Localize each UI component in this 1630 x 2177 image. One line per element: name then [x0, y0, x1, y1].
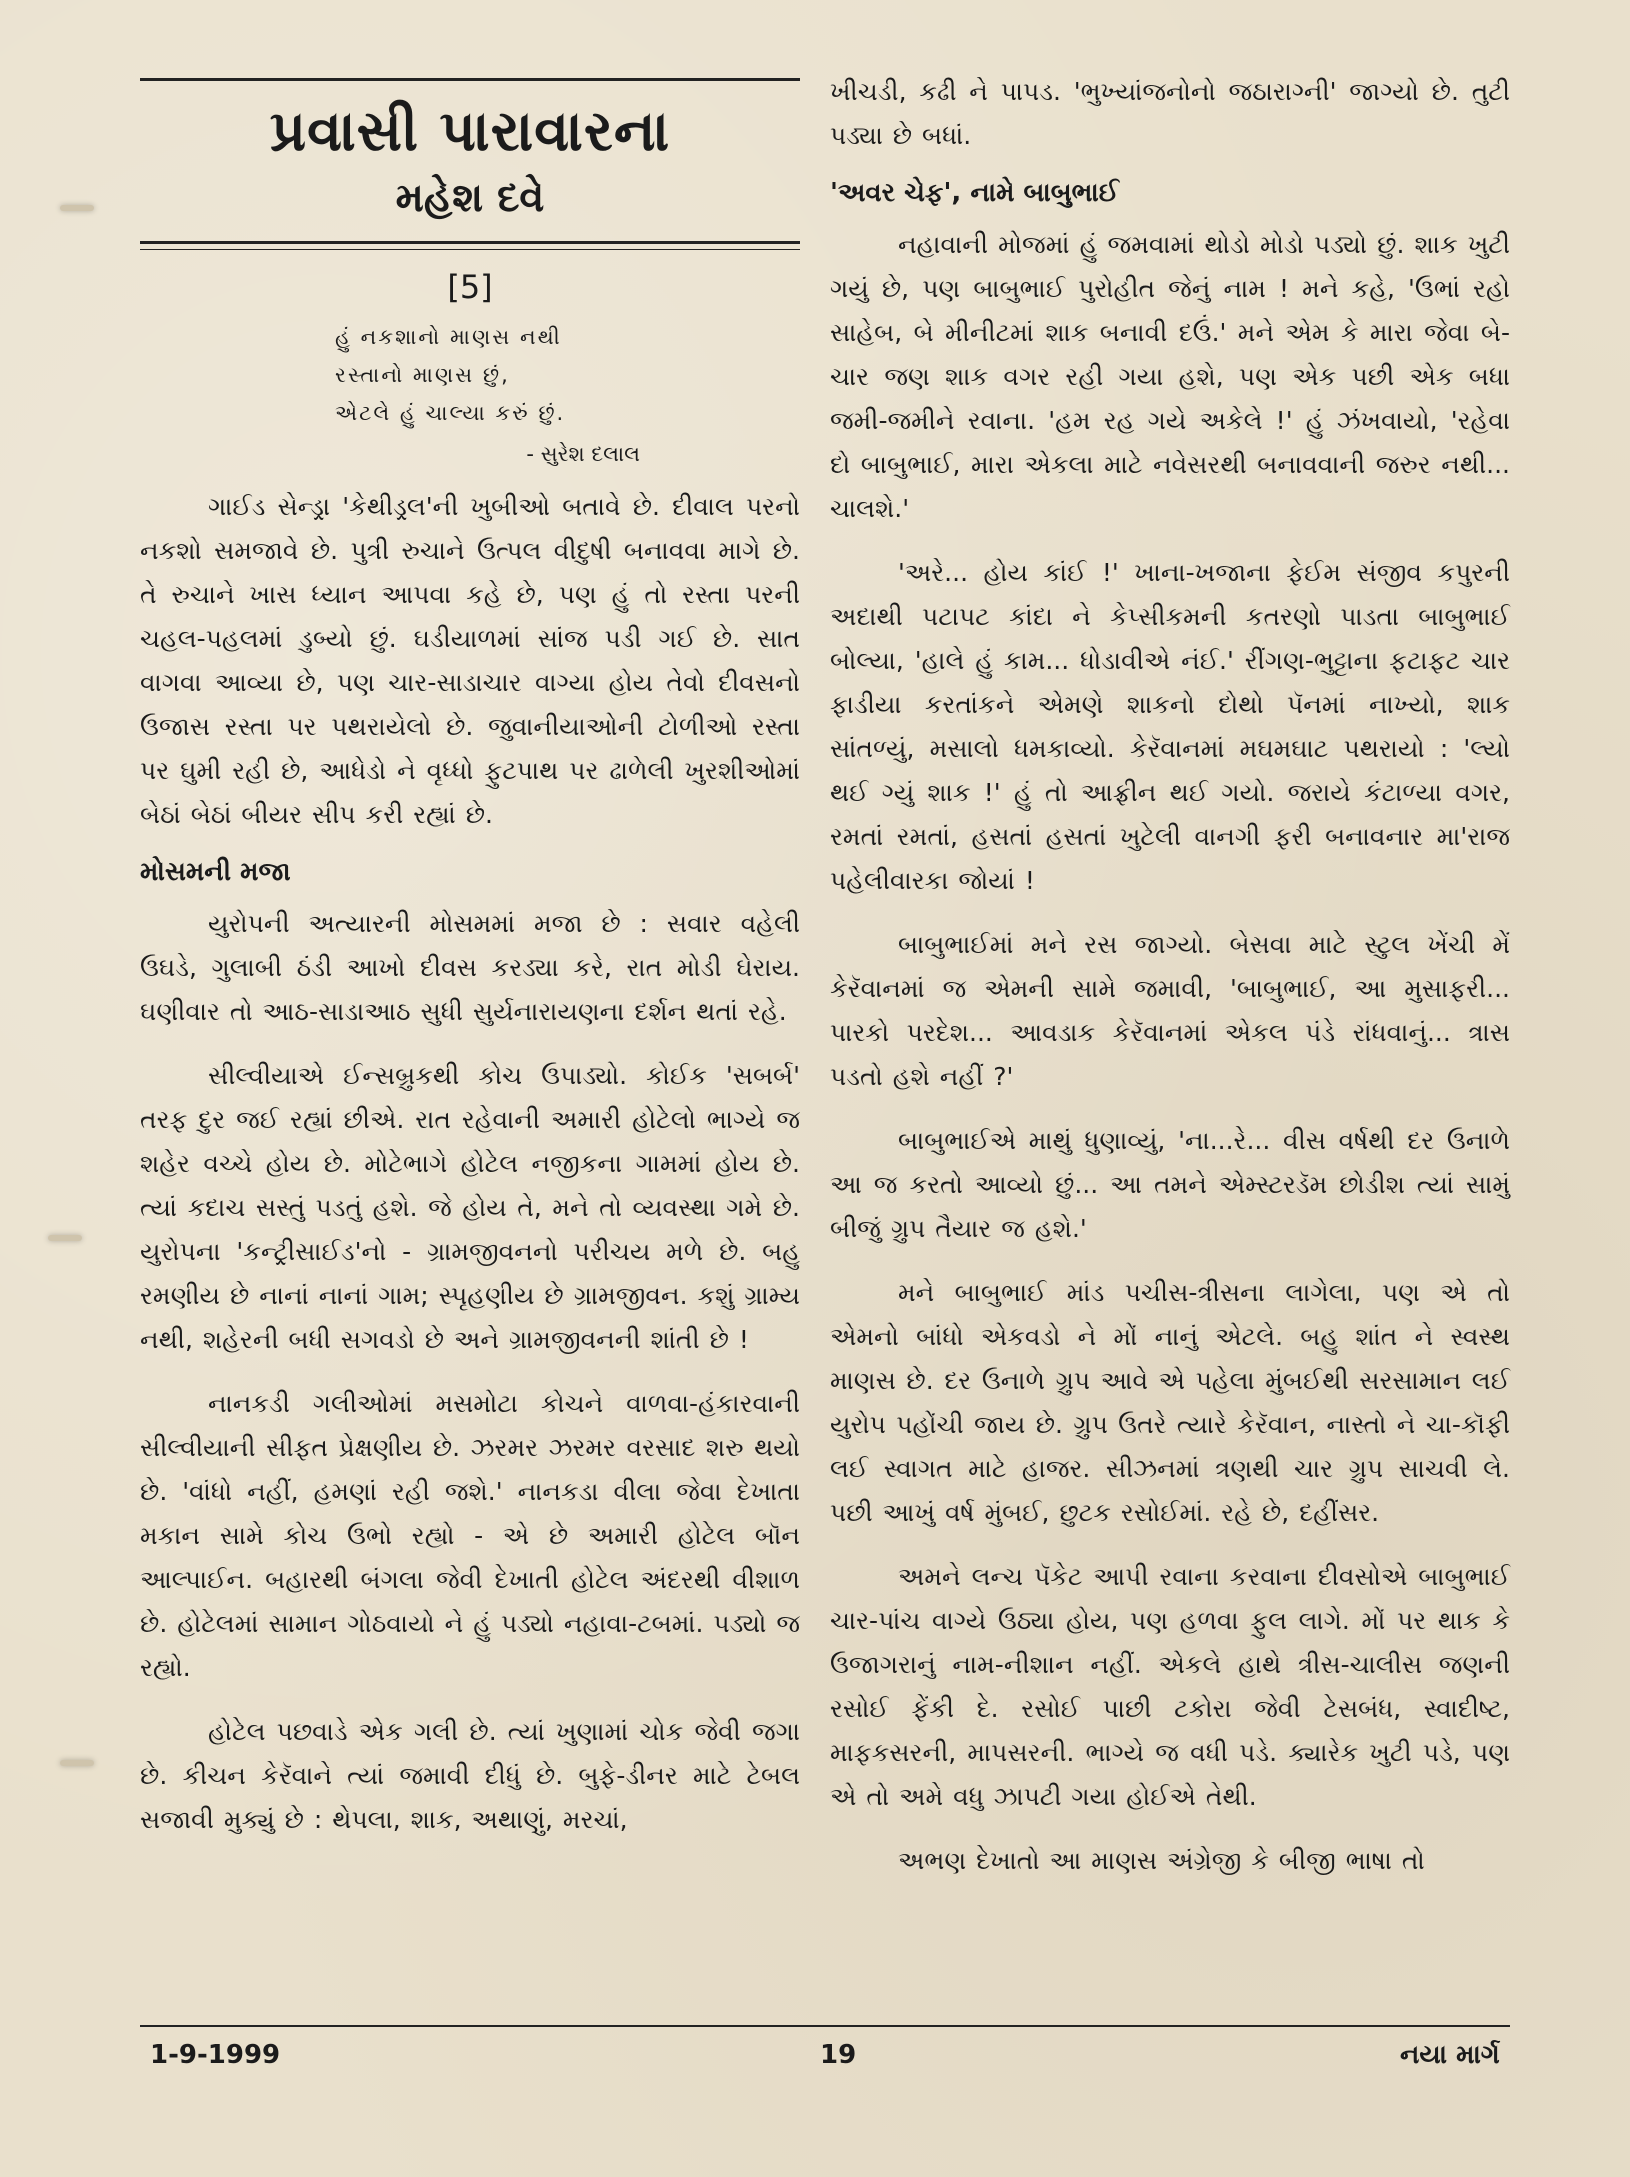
pin-mark [60, 1760, 94, 1766]
magazine-name: નયા માર્ગ [1400, 2040, 1500, 2070]
title-rule-bottom-thin [140, 249, 800, 250]
poem-line: રસ્તાનો માણસ છું, [335, 363, 510, 387]
poem-credit: - સુરેશ દલાલ [526, 442, 640, 466]
title-rule-bottom [140, 241, 800, 244]
section-heading: મોસમની મજા [140, 857, 291, 887]
footer-rule [140, 2025, 1510, 2027]
right-column [830, 70, 1510, 1903]
paragraph: ગાઈડ સેન્ડ્રા 'કેથીડ્રલ'ની ખુબીઓ બતાવે છે. દીવાલ પરનો નકશો સમજાવે છે. પુત્રી રુચાને ઉત્પલ વીદુષી બનાવવા માગે છે. તે રુચાને ખાસ ધ્યાન આપવા કહે છે, પણ હું તો રસ્તા પરની ચહલ-પહલમાં ડુબ્યો છું. ઘડીયાળમાં સાંજ પડી ગઈ છે. સાત વાગવા આવ્યા છે, પણ ચાર-સાડાચાર વાગ્યા હોય તેવો દીવસનો ઉજાસ રસ્તા પર પથરાયેલો છે. જુવાનીયાઓની ટોળીઓ રસ્તા પર ઘુમી રહી છે, આધેડો ને વૃધ્ધો ફુટપાથ પર ઢાળેલી ખુરશીઓમાં બેઠાં બેઠાં બીયર સીપ કરી રહ્યાં છે. [140, 492, 800, 829]
paragraph: નાનકડી ગલીઓમાં મસમોટા કોચને વાળવા-હંકારવાની સીલ્વીયાની સીફત પ્રેક્ષણીય છે. ઝરમર ઝરમર વરસાદ શરુ થયો છે. 'વાંધો નહીં, હમણાં રહી જશે.' નાનકડા વીલા જેવા દેખાતા મકાન સામે કોચ ઉભો રહ્યો - એ છે અમારી હોટેલ બૉન આલ્પાઈન. બહારથી બંગલા જેવી દેખાતી હોટેલ અંદરથી વીશાળ છે. હોટેલમાં સામાન ગોઠવાયો ને હું પડ્યો નહાવા-ટબમાં. પડ્યો જ રહ્યો. [140, 1389, 800, 1682]
paragraph: બાબુભાઈએ માથું ધુણાવ્યું, 'ના...રે... વીસ વર્ષથી દર ઉનાળે આ જ કરતો આવ્યો છું... આ તમને એમ્સ્ટરડૅમ છોડીશ ત્યાં સામું બીજું ગ્રુપ તૈયાર જ હશે.' [830, 1126, 1510, 1243]
pin-mark [60, 205, 94, 211]
paragraph: બાબુભાઈમાં મને રસ જાગ્યો. બેસવા માટે સ્ટુલ ખેંચી મેં કેરૅવાનમાં જ એમની સામે જમાવી, 'બાબુભાઈ, આ મુસાફરી... પારકો પરદેશ... આવડાક કેરૅવાનમાં એકલ પંડે રાંધવાનું... ત્રાસ પડતો હશે નહીં ?' [830, 930, 1510, 1091]
paragraph: નહાવાની મોજમાં હું જમવામાં થોડો મોડો પડ્યો છું. શાક ખુટી ગયું છે, પણ બાબુભાઈ પુરોહીત જેનું નામ ! મને કહે, 'ઉભાં રહો સાહેબ, બે મીનીટમાં શાક બનાવી દઉં.' મને એમ કે મારા જેવા બે-ચાર જણ શાક વગર રહી ગયા હશે, પણ એક પછી એક બધા જમી-જમીને રવાના. 'હમ રહ ગયે અકેલે !' હું ઝંખવાયો, 'રહેવા દો બાબુભાઈ, મારા એકલા માટે નવેસરથી બનાવવાની જરુર નથી... ચાલશે.' [830, 230, 1510, 523]
paragraph: અભણ દેખાતો આ માણસ અંગ્રેજી કે બીજી ભાષા તો [898, 1846, 1425, 1875]
pin-mark [48, 1235, 82, 1241]
chapter-number: [5] [447, 268, 493, 306]
paragraph: સીલ્વીયાએ ઈન્સબ્રુકથી કોચ ઉપાડ્યો. કોઈક 'સબર્બ' તરફ દુર જઈ રહ્યાં છીએ. રાત રહેવાની અમારી હોટેલો ભાગ્યે જ શહેર વચ્ચે હોય છે. મોટેભાગે હોટેલ નજીકના ગામમાં હોય છે. ત્યાં કદાચ સસ્તું પડતું હશે. જે હોય તે, મને તો વ્યવસ્થા ગમે છે. યુરોપના 'કન્ટ્રીસાઈડ'નો - ગ્રામજીવનનો પરીચય મળે છે. બહુ રમણીય છે નાનાં નાનાં ગામ; સ્પૃહણીય છે ગ્રામજીવન. કશું ગ્રામ્ય નથી, શહેરની બધી સગવડો છે અને ગ્રામજીવનની શાંતી છે ! [140, 1061, 800, 1354]
footer-date: 1-9-1999 [150, 2040, 281, 2070]
article-author: મહેશ દવે [395, 175, 545, 221]
paragraph: હોટેલ પછવાડે એક ગલી છે. ત્યાં ખુણામાં ચોક જેવી જગા છે. કીચન કેરૅવાને ત્યાં જમાવી દીધું છે. બુફે-ડીનર માટે ટેબલ સજાવી મુક્યું છે : થેપલા, શાક, અથાણું, મરચાં, [140, 1717, 800, 1834]
paragraph-continued: ખીચડી, કઢી ને પાપડ. 'ભુખ્યાંજનોનો જઠારાગ્ની' જાગ્યો છે. તુટી પડ્યા છે બધાં. [830, 77, 1510, 150]
page-number: 19 [820, 2040, 857, 2070]
epigraph-poem [335, 318, 800, 432]
paragraph: મને બાબુભાઈ માંડ પચીસ-ત્રીસના લાગેલા, પણ એ તો એમનો બાંધો એકવડો ને મોં નાનું એટલે. બહુ શાંત ને સ્વસ્થ માણસ છે. દર ઉનાળે ગ્રુપ આવે એ પહેલા મુંબઈથી સરસામાન લઈ યુરોપ પહોંચી જાય છે. ગ્રુપ ઉતરે ત્યારે કેરૅવાન, નાસ્તો ને ચા-કૉફી લઈ સ્વાગત માટે હાજર. સીઝનમાં ત્રણથી ચાર ગ્રુપ સાચવી લે. પછી આખું વર્ષ મુંબઈ, છુટક રસોઈમાં. રહે છે, દહીંસર. [830, 1278, 1510, 1527]
paragraph: 'અરે... હોય કાંઈ !' ખાના-ખજાના ફેઈમ સંજીવ કપુરની અદાથી પટાપટ કાંદા ને કેપ્સીકમની કતરણો પાડતા બાબુભાઈ બોલ્યા, 'હાલે હું કામ... ધોડાવીએ નંઈ.' રીંગણ-ભુટ્ટાના ફટાફટ ચાર ફાડીયા કરતાંકને એમણે શાકનો દોથો પૅનમાં નાખ્યો, શાક સાંતળ્યું, મસાલો ધમકાવ્યો. કેરૅવાનમાં મઘમઘાટ પથરાયો : 'લ્યો થઈ ગ્યું શાક !' હું તો આફ્રીન થઈ ગયો. જરાયે કંટાળ્યા વગર, રમતાં રમતાં, હસતાં હસતાં ખુટેલી વાનગી ફરી બનાવનાર મા'રાજ પહેલીવારકા જોયાં ! [830, 558, 1510, 895]
paragraph: અમને લન્ચ પૅકેટ આપી રવાના કરવાના દીવસોએ બાબુભાઈ ચાર-પાંચ વાગ્યે ઉઠ્યા હોય, પણ હળવા ફુલ લાગે. મોં પર થાક કે ઉજાગરાનું નામ-નીશાન નહીં. એકલે હાથે ત્રીસ-ચાલીસ જણની રસોઈ ફેંકી દે. રસોઈ પાછી ટકોરા જેવી ટેસબંધ, સ્વાદીષ્ટ, માફકસરની, માપસરની. ભાગ્યે જ વધી પડે. ક્યારેક ખુટી પડે, પણ એ તો અમે વધુ ઝાપટી ગયા હોઈએ તેથી. [830, 1562, 1510, 1811]
section-heading: 'અવર ચેફ', નામે બાબુભાઈ [830, 178, 1119, 208]
paragraph: યુરોપની અત્યારની મોસમમાં મજા છે : સવાર વહેલી ઉઘડે, ગુલાબી ઠંડી આખો દીવસ કરડ્યા કરે, રાત મોડી ઘેરાય. ઘણીવાર તો આઠ-સાડાઆઠ સુધી સુર્યનારાયણના દર્શન થતાં રહે. [140, 909, 800, 1026]
poem-line: એટલે હું ચાલ્યા કરું છું. [335, 401, 566, 425]
poem-line: હું નકશાનો માણસ નથી [335, 325, 562, 349]
article-title: પ્રવાસી પારાવારના [269, 99, 671, 164]
left-column [140, 78, 800, 1862]
title-rule-top [140, 78, 800, 81]
